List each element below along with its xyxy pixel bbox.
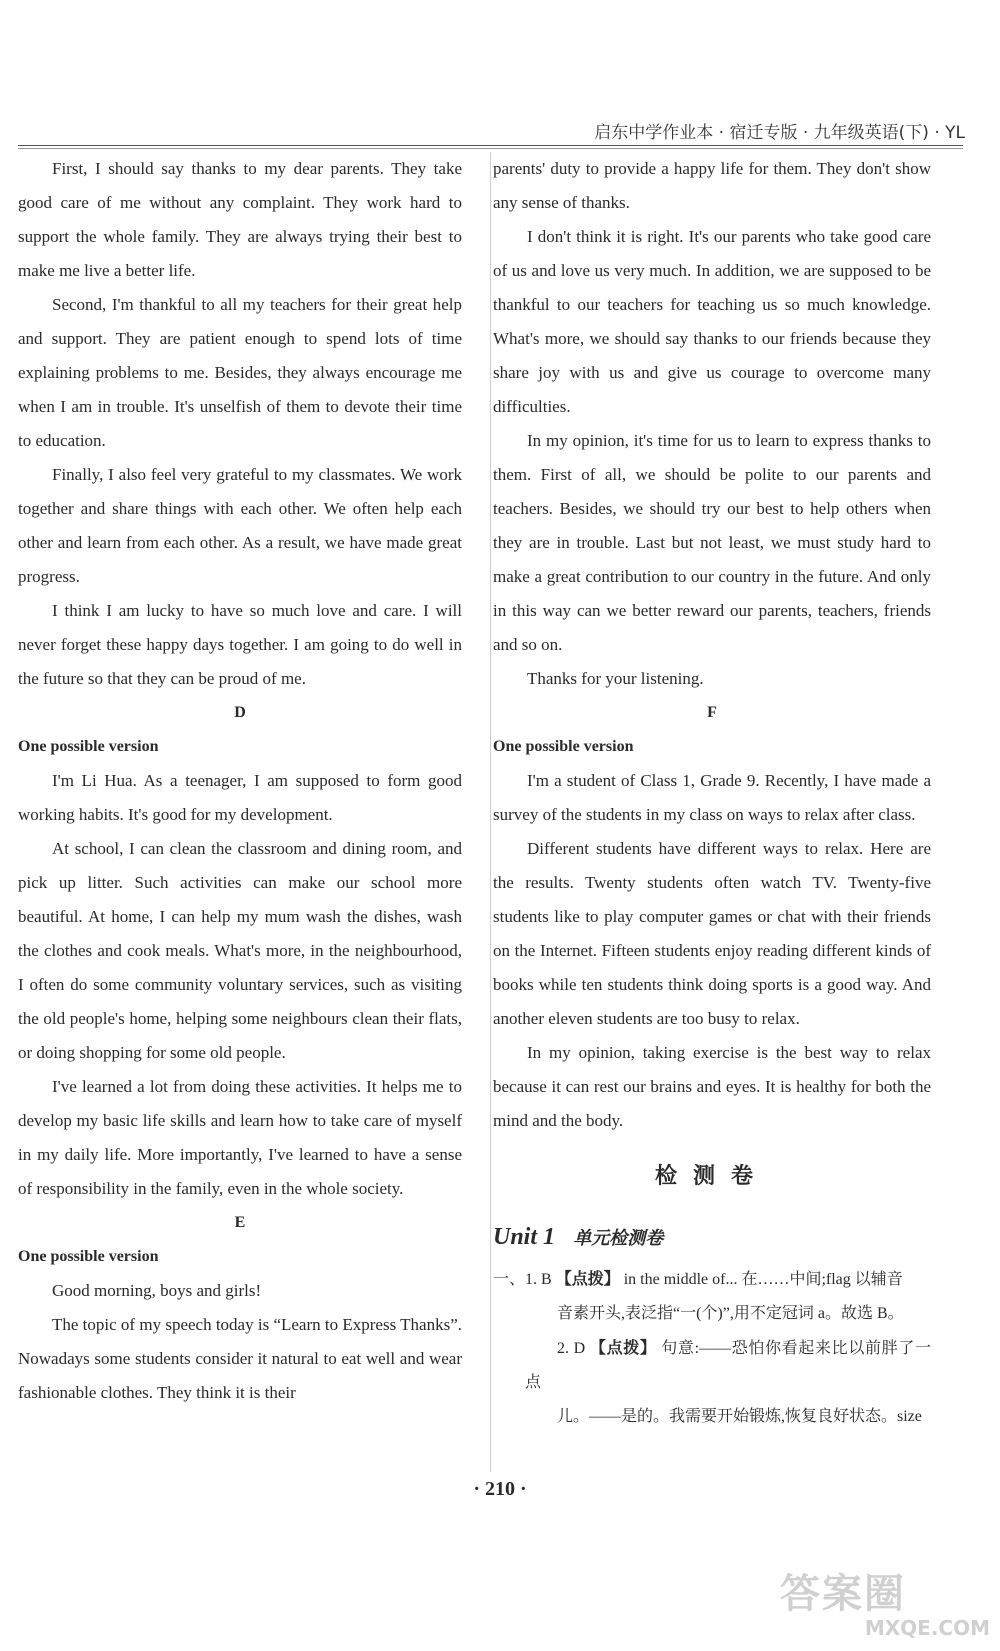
section-d-heading: D <box>234 704 246 721</box>
unit-heading <box>493 1220 931 1256</box>
e-paragraph-4: In my opinion, it's time for us to learn to express thanks to them. First of all, we should be polite to our parents and teachers. Besides, we should try our best to help others when they are in trouble. Last but not least, we must study hard to make a great contribution to our country in the future. And only in this way can we better reward our parents, teachers, friends and so on. <box>493 431 931 654</box>
watermark-logo <box>780 1572 990 1644</box>
watermark-text-cn: 答案圈 <box>780 1571 906 1617</box>
answer-2 <box>493 1331 931 1400</box>
e-paragraph-2: The topic of my speech today is “Learn to Express Thanks”. Nowadays some students consider it natural to eat well and wear fashionable clothes. They think it is their <box>18 1315 462 1402</box>
e-paragraph-continued: parents' duty to provide a happy life for them. They don't show any sense of thanks. <box>493 159 931 212</box>
answer-2-number: 2. D <box>557 1340 586 1357</box>
c-paragraph-1: First, I should say thanks to my dear parents. They take good care of me without any complaint. They work hard to support the whole family. They are always trying their best to make me live a better life. <box>18 159 462 280</box>
section-d-label: One possible version <box>18 738 159 755</box>
f-paragraph-1: I'm a student of Class 1, Grade 9. Recently, I have made a survey of the students in my class on ways to relax after class. <box>493 771 931 824</box>
running-header: 启东中学作业本 · 宿迁专版 · 九年级英语(下) · YL <box>594 123 965 143</box>
d-paragraph-1: I'm Li Hua. As a teenager, I am supposed to form good working habits. It's good for my development. <box>18 771 462 824</box>
c-paragraph-2: Second, I'm thankful to all my teachers for their great help and support. They are patient enough to spend lots of time explaining problems to me. Besides, they always encourage me when I am in trouble. It's unselfish of them to devote their time to education. <box>18 295 462 450</box>
c-paragraph-3: Finally, I also feel very grateful to my classmates. We work together and share things with each other. We often help each other and learn from each other. As a result, we have made great progress. <box>18 465 462 586</box>
e-paragraph-1: Good morning, boys and girls! <box>52 1281 262 1300</box>
test-section-title: 检测卷 <box>654 1164 769 1189</box>
answer-1-number: 一、1. B <box>493 1271 552 1288</box>
answer-1 <box>493 1262 931 1297</box>
answer-1-continued: 音素开头,表泛指“一(个)”,用不定冠词 a。故选 B。 <box>557 1305 904 1322</box>
answer-2-text: 句意:——恐怕你看起来比以前胖了一点 <box>525 1340 932 1391</box>
d-paragraph-3: I've learned a lot from doing these activities. It helps me to develop my basic life skills and learn how to take care of myself in my daily life. More importantly, I've learned to have a sense of responsibility in the family, even in the whole society. <box>18 1077 462 1198</box>
section-f-heading: F <box>707 704 717 721</box>
right-column <box>493 152 931 1434</box>
d-paragraph-2: At school, I can clean the classroom and dining room, and pick up litter. Such activities can make our school more beautiful. At home, I can help my mum wash the dishes, wash the clothes and cook meals. What's more, in the neighbourhood, I often do some community voluntary services, such as visiting the old people's home, helping some neighbours clean their flats, or doing shopping for some old people. <box>18 839 462 1062</box>
answer-1-text: in the middle of... 在……中间;flag 以辅音 <box>623 1271 903 1288</box>
e-paragraph-5: Thanks for your listening. <box>527 669 704 688</box>
f-paragraph-2: Different students have different ways to relax. Here are the results. Twenty students often watch TV. Twenty-five students like to play computer games or chat with their friends on the Internet. Fifteen students enjoy reading different kinds of books while ten students think doing sports is a good way. And another eleven students are too busy to relax. <box>493 839 931 1028</box>
section-e-heading: E <box>234 1214 246 1231</box>
section-e-label: One possible version <box>18 1248 159 1265</box>
unit-subtitle: 单元检测卷 <box>573 1228 664 1249</box>
header-rule <box>18 145 963 146</box>
section-f-label: One possible version <box>493 738 634 755</box>
e-paragraph-3: I don't think it is right. It's our parents who take good care of us and love us very much. In addition, we are supposed to be thankful to our teachers for teaching us so much knowledge. What's more, we should say thanks to our friends because they share joy with us and give us courage to overcome many difficulties. <box>493 227 931 416</box>
f-paragraph-3: In my opinion, taking exercise is the best way to relax because it can rest our brains and eyes. It is healthy for both the mind and the body. <box>493 1043 931 1130</box>
c-paragraph-4: I think I am lucky to have so much love and care. I will never forget these happy days together. I am going to do well in the future so that they can be proud of me. <box>18 601 462 688</box>
answer-2-tag: 【点拨】 <box>589 1338 657 1357</box>
column-divider <box>490 152 491 1472</box>
answer-2-continued: 儿。——是的。我需要开始锻炼,恢复良好状态。size <box>557 1408 922 1425</box>
answer-1-tag: 【点拨】 <box>555 1269 620 1288</box>
left-column <box>18 152 462 1410</box>
watermark-text-en: MXQE.COM <box>864 1616 990 1640</box>
page-number: · 210 · <box>473 1478 527 1500</box>
unit-title: Unit 1 <box>493 1224 556 1250</box>
header-rule-thin <box>18 148 963 149</box>
